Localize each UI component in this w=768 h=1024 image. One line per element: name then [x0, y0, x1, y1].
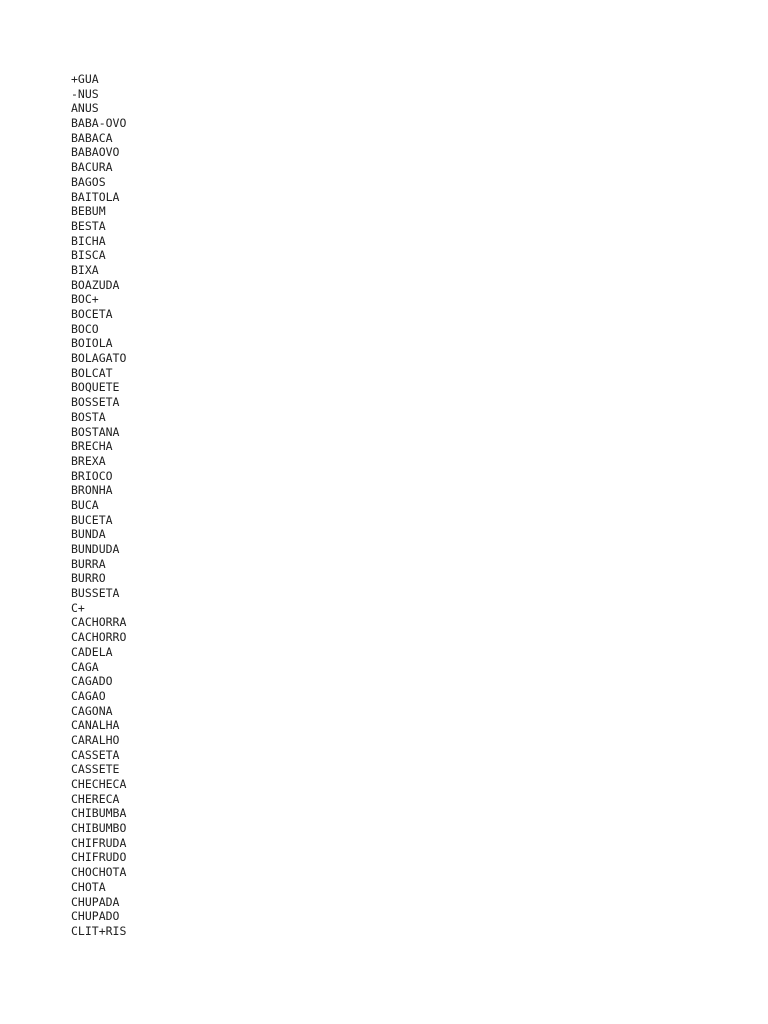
list-item: BURRO [71, 571, 106, 586]
list-item: BRONHA [71, 483, 113, 498]
word-list [71, 72, 126, 939]
list-item: CAGADO [71, 674, 113, 689]
list-item: BOIOLA [71, 336, 113, 351]
list-item: BABACA [71, 130, 113, 145]
list-item: CHIBUMBA [71, 806, 127, 821]
list-item: CHECHECA [71, 777, 127, 791]
list-item: BOLAGATO [71, 351, 127, 366]
list-item: CHIFRUDO [71, 850, 127, 865]
list-item: BABAOVO [71, 145, 120, 160]
list-item: CAGAO [71, 688, 106, 703]
list-item: CARALHO [71, 732, 120, 747]
list-item: CACHORRO [71, 630, 127, 645]
list-item: -NUS [71, 86, 99, 101]
list-item: CHERECA [71, 791, 120, 806]
list-item: BOSTANA [71, 424, 120, 439]
list-item: CHIFRUDA [71, 835, 127, 850]
list-item: BRIOCO [71, 468, 113, 483]
list-item: C+ [71, 600, 85, 615]
list-item: BREXA [71, 453, 106, 468]
list-item: BUCETA [71, 512, 113, 527]
list-item: BAITOLA [71, 189, 120, 204]
list-item: BOLCAT [71, 365, 113, 380]
list-item: BUNDA [71, 527, 106, 542]
list-item: CLIT+RIS [71, 923, 127, 938]
list-item: CHUPADO [71, 909, 120, 924]
list-item: BOSSETA [71, 395, 120, 410]
list-item: BABA-OVO [71, 116, 127, 131]
list-item: CASSETA [71, 747, 120, 762]
list-item: BOQUETE [71, 380, 120, 395]
list-item: BUCA [71, 497, 99, 512]
list-item: BURRA [71, 556, 106, 571]
list-item: BAGOS [71, 174, 106, 189]
list-item: BACURA [71, 160, 113, 175]
list-item: BOCETA [71, 307, 113, 321]
list-item: CHUPADA [71, 894, 120, 909]
list-item: CANALHA [71, 718, 120, 733]
list-item: CACHORRA [71, 615, 127, 630]
list-item: +GUA [71, 72, 99, 86]
list-item: BOC+ [71, 292, 99, 307]
list-item: CASSETE [71, 762, 120, 777]
list-item: BIXA [71, 262, 99, 277]
list-item: CHOCHOTA [71, 865, 127, 880]
list-item: BOCO [71, 321, 99, 336]
list-item: BOSTA [71, 409, 106, 424]
list-item: CHIBUMBO [71, 821, 127, 836]
list-item: CADELA [71, 644, 113, 659]
list-item: BEBUM [71, 204, 106, 219]
list-item: BOAZUDA [71, 277, 120, 292]
list-item: BISCA [71, 248, 106, 263]
list-item: CAGONA [71, 703, 113, 718]
list-item: BUSSETA [71, 586, 120, 601]
list-item: BRECHA [71, 439, 113, 454]
list-item: BICHA [71, 233, 106, 248]
list-item: BUNDUDA [71, 542, 120, 556]
list-item: CHOTA [71, 879, 106, 894]
list-item: ANUS [71, 101, 99, 116]
list-item: BESTA [71, 218, 106, 233]
list-item: CAGA [71, 659, 99, 674]
